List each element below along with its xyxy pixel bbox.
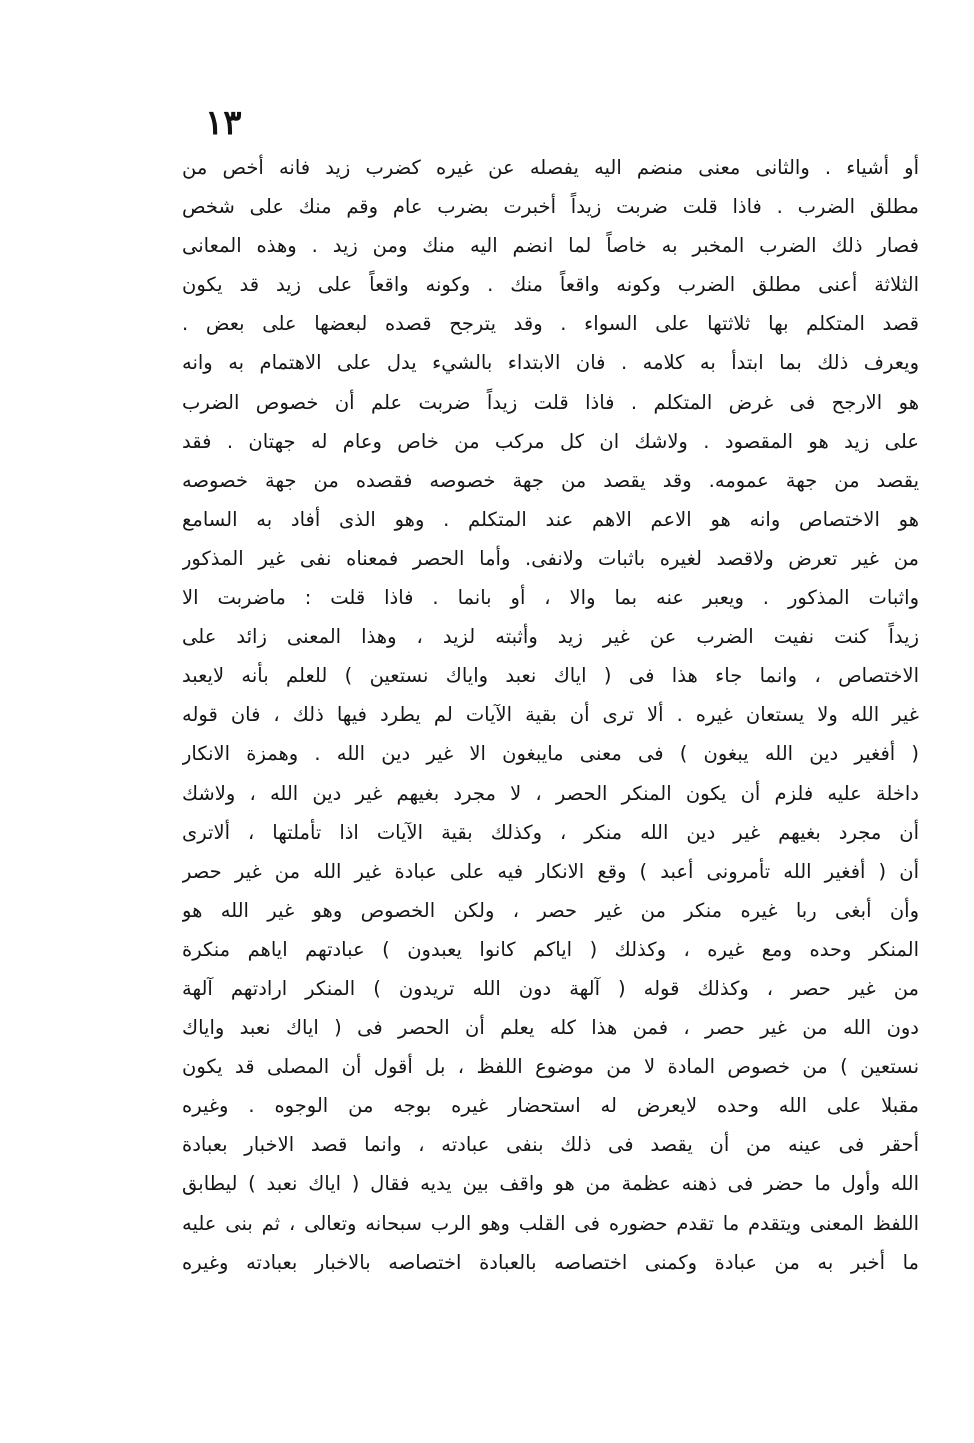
- text-line: فصار ذلك الضرب المخبر به خاصاً لما انضم اليه منك ومن زيد . وهذه المعانى: [182, 234, 919, 258]
- text-line: وأن أبغى ربا غيره منكر من غير حصر ، ولكن الخصوص وهو غير الله هو: [182, 898, 919, 922]
- text-line: الثلاثة أعنى مطلق الضرب وكونه واقعاً منك . وكونه واقعاً على زيد قد يكون: [182, 273, 919, 297]
- page-number: ١٣: [205, 103, 242, 143]
- text-line: واثبات المذكور . ويعبر عنه بما والا ، أو بانما . فاذا قلت : ماضربت الا: [182, 586, 919, 610]
- text-line: دون الله من غير حصر ، فمن هذا كله يعلم أن الحصر فى ( اياك نعبد واياك: [182, 1016, 919, 1040]
- text-line: هو الارجح فى غرض المتكلم . فاذا قلت زيداً ضربت علم أن خصوص الضرب: [182, 390, 919, 414]
- text-line: زيداً كنت نفيت الضرب عن غير زيد وأثبته لزيد ، وهذا المعنى زائد على: [182, 625, 919, 649]
- text-line: اللفظ المعنى ويتقدم ما تقدم حضوره فى القلب وهو الرب سبحانه وتعالى ، ثم بنى عليه: [182, 1211, 919, 1235]
- text-line: الله وأول ما حضر فى ذهنه عظمة من هو واقف بين يديه فقال ( اياك نعبد ) ليطابق: [182, 1172, 919, 1196]
- body-text: [182, 148, 919, 1282]
- text-line: ما أخبر به من عبادة وكمنى اختصاصه بالعبادة اختصاصه بالاخبار بعبادته وغيره: [182, 1250, 919, 1274]
- text-line: غير الله ولا يستعان غيره . ألا ترى أن بقية الآيات لم يطرد فيها ذلك ، فان قوله: [182, 703, 919, 727]
- text-line: ويعرف ذلك بما ابتدأ به كلامه . فان الابتداء بالشيء يدل على الاهتمام به وانه: [182, 351, 919, 375]
- text-line: مطلق الضرب . فاذا قلت ضربت زيداً أخبرت بضرب عام وقم منك على شخص: [182, 195, 919, 219]
- text-line: يقصد من جهة عمومه. وقد يقصد من جهة خصوصه فقصده من جهة خصوصه: [182, 468, 919, 492]
- text-line: أن ( أفغير الله تأمرونى أعبد ) وقع الانكار فيه على عبادة غير الله من غير حصر: [182, 859, 919, 883]
- text-line: من غير تعرض ولاقصد لغيره باثبات ولانفى. وأما الحصر فمعناه نفى غير المذكور: [182, 546, 919, 570]
- text-line: ( أفغير دين الله يبغون ) فى معنى مايبغون الا غير دين الله . وهمزة الانكار: [182, 742, 919, 766]
- text-line: الاختصاص ، وانما جاء هذا فى ( اياك نعبد واياك نستعين ) للعلم بأنه لايعبد: [182, 664, 919, 688]
- text-line: مقبلا على الله وحده لايعرض له استحضار غيره بوجه من الوجوه . وغيره: [182, 1094, 919, 1118]
- text-line: من غير حصر ، وكذلك قوله ( آلهة دون الله تريدون ) المنكر ارادتهم آلهة: [182, 976, 919, 1000]
- text-line: أو أشياء . والثانى معنى منضم اليه يفصله عن غيره كضرب زيد فانه أخص من: [182, 156, 919, 179]
- text-line: قصد المتكلم بها ثلاثتها على السواء . وقد يترجح قصده لبعضها على بعض .: [182, 312, 919, 336]
- text-line: نستعين ) من خصوص المادة لا من موضوع اللفظ ، بل أقول أن المصلى قد يكون: [182, 1055, 919, 1079]
- text-line: أحقر فى عينه من أن يقصد فى ذلك بنفى عبادته ، وانما قصد الاخبار بعبادة: [182, 1133, 919, 1157]
- text-line: داخلة عليه فلزم أن يكون المنكر الحصر ، لا مجرد بغيهم غير دين الله ، ولاشك: [182, 781, 919, 805]
- text-line: المنكر وحده ومع غيره ، وكذلك ( اياكم كانوا يعبدون ) عبادتهم اياهم منكرة: [182, 937, 919, 961]
- text-line: أن مجرد بغيهم غير دين الله منكر ، وكذلك بقية الآيات اذا تأملتها ، ألاترى: [182, 820, 919, 844]
- text-line: على زيد هو المقصود . ولاشك ان كل مركب من خاص وعام له جهتان . فقد: [182, 429, 919, 453]
- text-line: هو الاختصاص وانه هو الاعم الاهم عند المتكلم . وهو الذى أفاد به السامع: [182, 507, 919, 531]
